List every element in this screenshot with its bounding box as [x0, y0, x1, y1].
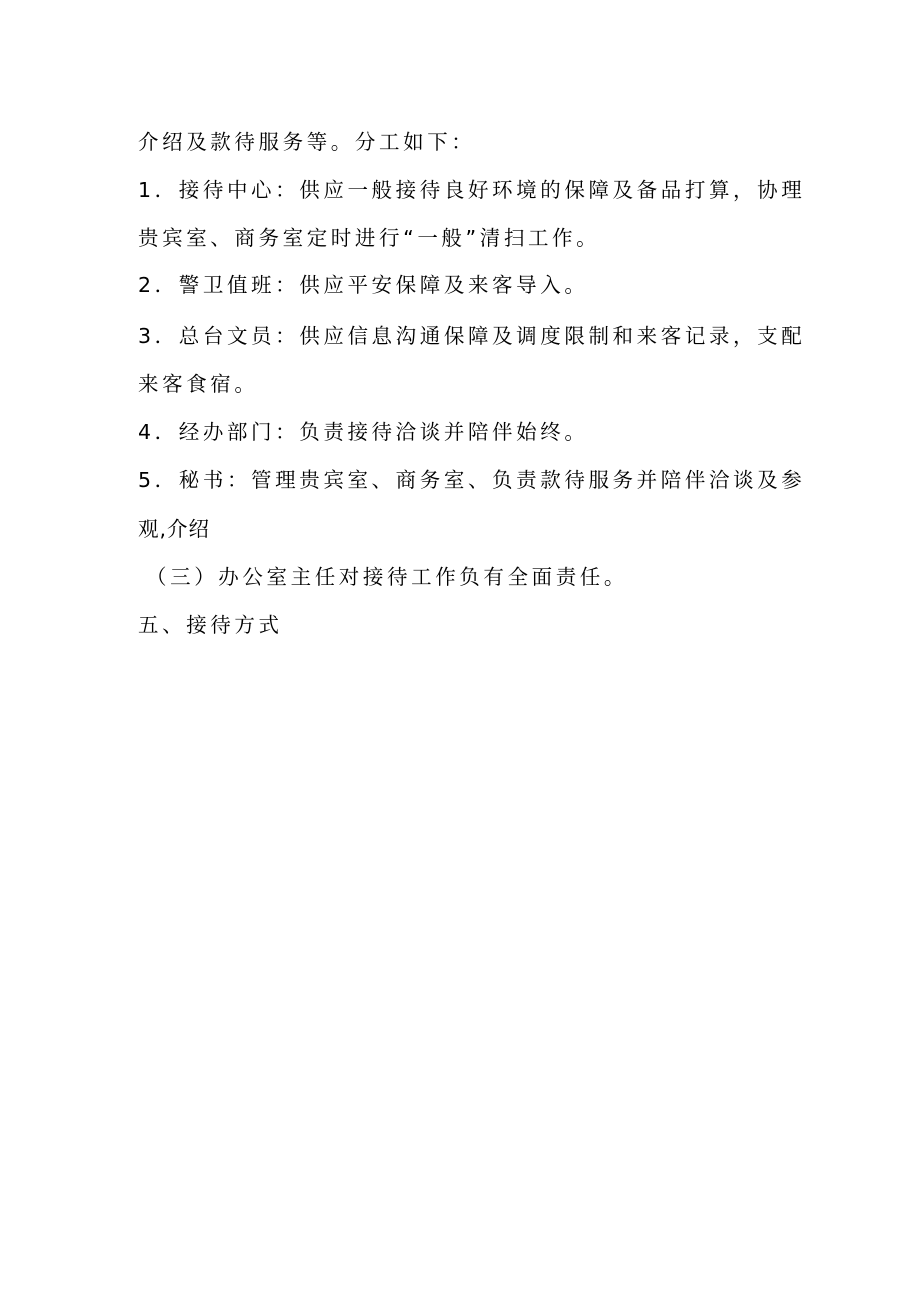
list-item-3-line-2: 来客食宿。: [138, 372, 259, 396]
paragraph-intro-line: 介绍及款待服务等。分工如下：: [138, 130, 476, 154]
list-item-5-line-1: 5．秘书：管理贵宾室、商务室、负责款待服务并陪伴洽谈及参: [138, 468, 806, 492]
list-item-4: 4．经办部门：负责接待洽谈并陪伴始终。: [138, 420, 589, 444]
section-three-paragraph: （三）办公室主任对接待工作负有全面责任。: [146, 565, 628, 589]
list-item-5-line-2: 观,介绍: [138, 517, 211, 541]
list-item-3-line-1: 3．总台文员：供应信息沟通保障及调度限制和来客记录，支配: [138, 324, 806, 348]
section-heading-five: 五、接待方式: [138, 613, 283, 637]
list-item-2: 2．警卫值班：供应平安保障及来客导入。: [138, 273, 589, 297]
list-item-1-line-2: 贵宾室、商务室定时进行“一般”清扫工作。: [138, 226, 601, 250]
list-item-1-line-1: 1．接待中心：供应一般接待良好环境的保障及备品打算，协理: [138, 178, 806, 202]
